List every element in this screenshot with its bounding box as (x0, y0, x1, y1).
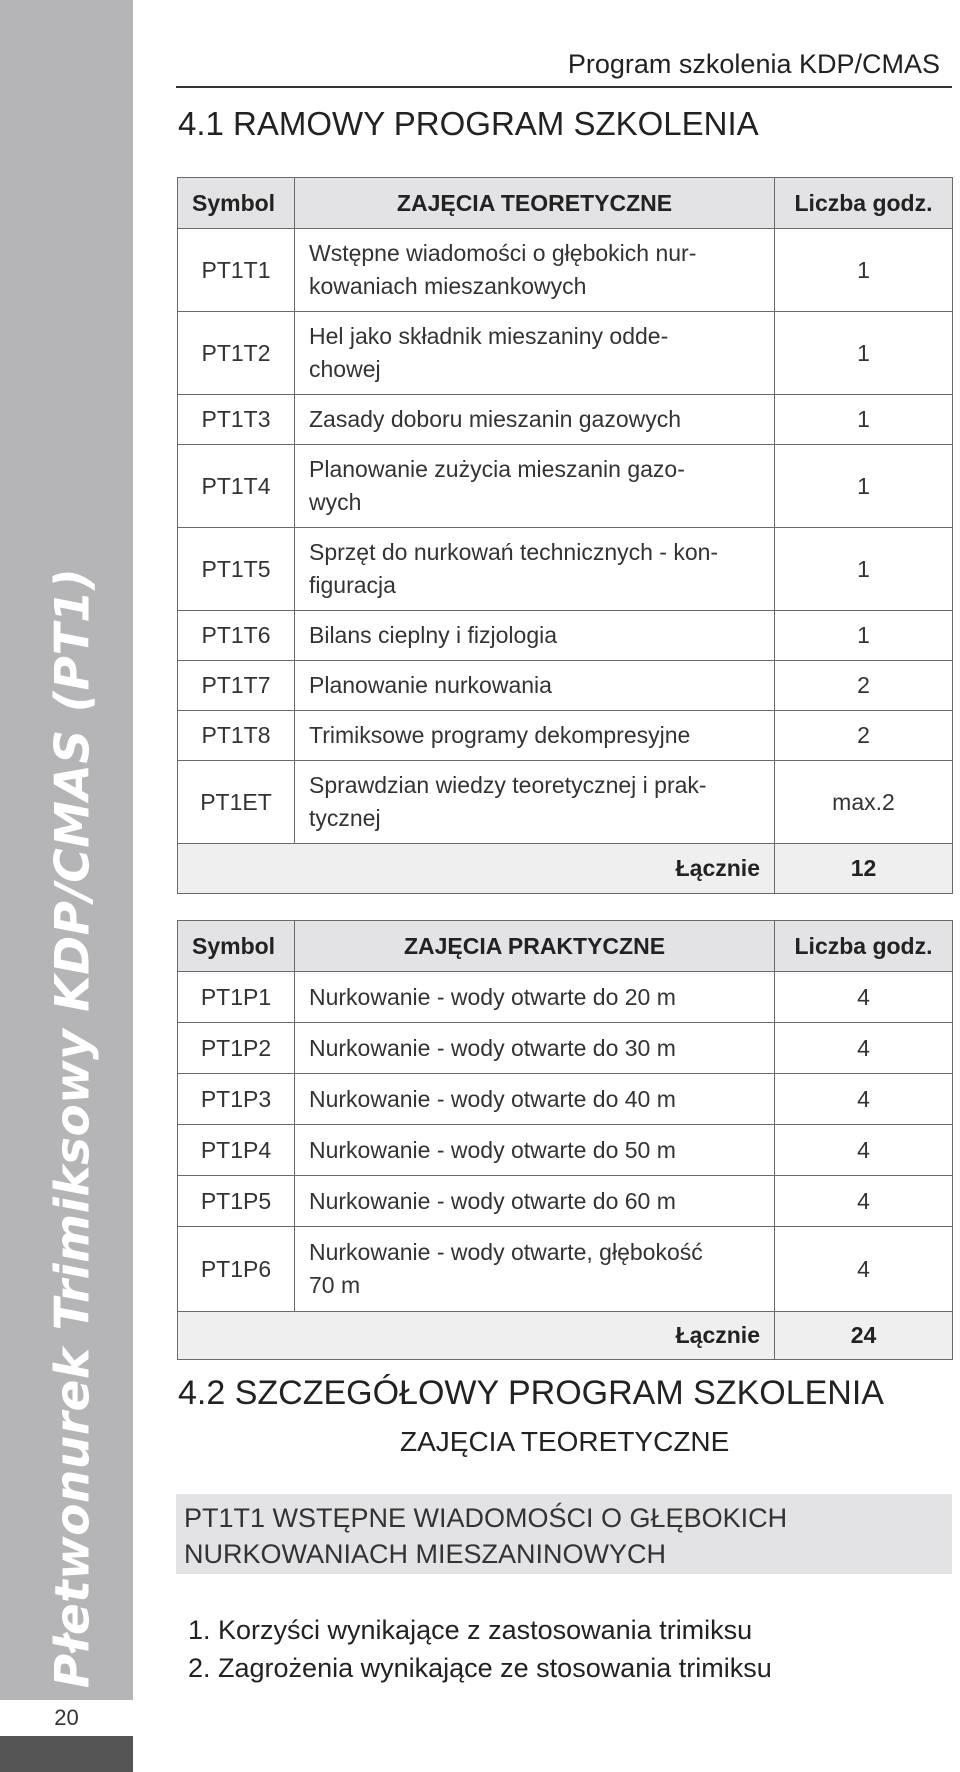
description-line: Nurkowanie - wody otwarte do 60 m (309, 1187, 676, 1214)
section-heading-4-2: 4.2 SZCZEGÓŁOWY PROGRAM SZKOLENIA (178, 1374, 884, 1412)
row-symbol: PT1T8 (178, 711, 295, 761)
description-line: Sprzęt do nurkowań technicznych - kon- (309, 539, 719, 565)
table-row (178, 1125, 953, 1176)
row-symbol: PT1P6 (178, 1227, 295, 1312)
theory-table (177, 177, 953, 894)
total-value: 12 (775, 844, 953, 894)
description-line: Nurkowanie - wody otwarte do 30 m (309, 1034, 676, 1061)
row-description (295, 1023, 775, 1074)
column-header-practice: ZAJĘCIA PRAKTYCZNE (295, 921, 775, 972)
row-description (295, 972, 775, 1023)
table-row (178, 528, 953, 611)
row-hours: 4 (775, 1227, 953, 1312)
row-description (295, 761, 775, 844)
row-symbol: PT1T5 (178, 528, 295, 611)
table-row (178, 1074, 953, 1125)
row-hours: 1 (775, 611, 953, 661)
row-description (295, 395, 775, 445)
row-description (295, 528, 775, 611)
row-symbol: PT1T6 (178, 611, 295, 661)
page-number: 20 (54, 1705, 79, 1730)
row-hours: 4 (775, 1176, 953, 1227)
description-line: Nurkowanie - wody otwarte do 20 m (309, 983, 676, 1010)
description-line: figuracja (309, 572, 396, 598)
row-hours: max.2 (775, 761, 953, 844)
table-row (178, 972, 953, 1023)
description-line: kowaniach mieszankowych (309, 273, 587, 299)
row-hours: 2 (775, 711, 953, 761)
total-value: 24 (775, 1312, 953, 1360)
row-symbol: PT1T7 (178, 661, 295, 711)
table-row (178, 445, 953, 528)
list-item: 1. Korzyści wynikające z zastosowania trimiksu (188, 1615, 753, 1645)
table-row (178, 661, 953, 711)
theory-total-row (178, 844, 953, 894)
section-heading-4-1: 4.1 RAMOWY PROGRAM SZKOLENIA (178, 105, 759, 142)
row-description (295, 1074, 775, 1125)
description-line: Hel jako składnik mieszaniny odde- (309, 323, 669, 349)
row-hours: 4 (775, 1023, 953, 1074)
description-line: chowej (309, 356, 381, 382)
description-line: Nurkowanie - wody otwarte do 50 m (309, 1136, 676, 1163)
table-row (178, 395, 953, 445)
total-label: Łącznie (178, 844, 775, 894)
list-item: 2. Zagrożenia wynikające ze stosowania trimiksu (188, 1653, 772, 1683)
row-description (295, 312, 775, 395)
sidebar (0, 0, 133, 1700)
table-row (178, 1023, 953, 1074)
row-hours: 1 (775, 445, 953, 528)
description-line: Planowanie zużycia mieszanin gazo- (309, 456, 685, 482)
description-line: wych (309, 489, 362, 515)
column-header-theory: ZAJĘCIA TEORETYCZNE (295, 178, 775, 229)
row-hours: 4 (775, 1125, 953, 1176)
row-symbol: PT1P5 (178, 1176, 295, 1227)
running-header: Program szkolenia KDP/CMAS (567, 49, 940, 79)
topic-line: PT1T1 WSTĘPNE WIADOMOŚCI O GŁĘBOKICH (184, 1503, 788, 1533)
table-row (178, 611, 953, 661)
topic-box (176, 1494, 952, 1574)
description-line: 70 m (309, 1272, 361, 1298)
row-hours: 4 (775, 1074, 953, 1125)
row-hours: 1 (775, 312, 953, 395)
table-row (178, 1227, 953, 1312)
row-symbol: PT1P1 (178, 972, 295, 1023)
header-divider (176, 86, 952, 88)
row-hours: 2 (775, 661, 953, 711)
sidebar-vertical-title: Płetwonurek Trimiksowy KDP/CMAS (PT1) (45, 567, 101, 1689)
description-line: Wstępne wiadomości o głębokich nur- (309, 240, 697, 266)
table-row (178, 229, 953, 312)
row-symbol: PT1T3 (178, 395, 295, 445)
table-row (178, 711, 953, 761)
description-line: tycznej (309, 805, 381, 831)
total-label: Łącznie (178, 1312, 775, 1360)
subheading-theory: ZAJĘCIA TEORETYCZNE (400, 1426, 730, 1457)
column-header-symbol: Symbol (178, 178, 295, 229)
description-line: Planowanie nurkowania (309, 672, 552, 698)
description-line: Nurkowanie - wody otwarte do 40 m (309, 1085, 676, 1112)
page-corner-bar (0, 1736, 133, 1772)
row-hours: 1 (775, 395, 953, 445)
row-description (295, 445, 775, 528)
description-line: Bilans cieplny i fizjologia (309, 622, 558, 648)
column-header-symbol: Symbol (178, 921, 295, 972)
row-hours: 1 (775, 229, 953, 312)
row-description (295, 1176, 775, 1227)
topic-points-list (188, 1611, 772, 1687)
practice-header-row (178, 921, 953, 972)
row-symbol: PT1T1 (178, 229, 295, 312)
practice-table (177, 920, 953, 1360)
row-symbol: PT1ET (178, 761, 295, 844)
description-line: Zasady doboru mieszanin gazowych (309, 406, 682, 432)
table-row (178, 761, 953, 844)
row-description (295, 229, 775, 312)
description-line: Trimiksowe programy dekompresyjne (309, 722, 691, 748)
row-description (295, 661, 775, 711)
description-line: Nurkowanie - wody otwarte, głębokość (309, 1239, 703, 1265)
description-line: Sprawdzian wiedzy teoretycznej i prak- (309, 772, 707, 798)
row-symbol: PT1P4 (178, 1125, 295, 1176)
row-symbol: PT1T2 (178, 312, 295, 395)
table-row (178, 312, 953, 395)
row-hours: 1 (775, 528, 953, 611)
column-header-hours: Liczba godz. (775, 178, 953, 229)
practice-total-row (178, 1312, 953, 1360)
row-symbol: PT1P2 (178, 1023, 295, 1074)
row-symbol: PT1P3 (178, 1074, 295, 1125)
row-description (295, 611, 775, 661)
row-hours: 4 (775, 972, 953, 1023)
row-description (295, 711, 775, 761)
column-header-hours: Liczba godz. (775, 921, 953, 972)
topic-line: NURKOWANIACH MIESZANINOWYCH (184, 1539, 667, 1569)
theory-header-row (178, 178, 953, 229)
row-description (295, 1125, 775, 1176)
table-row (178, 1176, 953, 1227)
row-description (295, 1227, 775, 1312)
row-symbol: PT1T4 (178, 445, 295, 528)
